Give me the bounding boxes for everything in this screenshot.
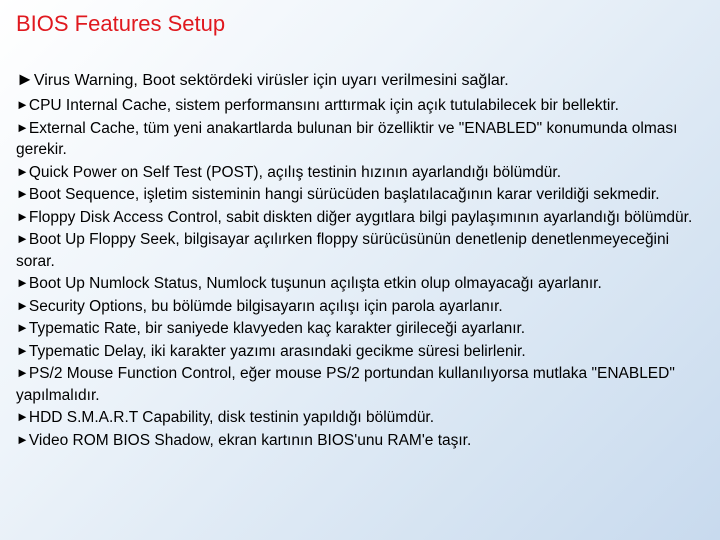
list-item [16,340,708,363]
list-item-text: Quick Power on Self Test (POST), açılış testinin hızının ayarlandığı bölümdür. [28,163,561,181]
black-right-pointer-icon: ► [16,365,29,380]
list-item-text: Typematic Rate, bir saniyede klavyeden kaç karakter girileceği ayarlanır. [28,320,526,337]
black-right-pointer-icon: ► [16,208,29,224]
black-right-pointer-icon: ► [16,97,29,112]
list-item-text: HDD S.M.A.R.T Capability, disk testinin yapıldığı bölümdür. [28,409,435,426]
list-item-text: Video ROM BIOS Shadow, ekran kartının BIOS'unu RAM'e taşır. [28,431,472,449]
slide-title: BIOS Features Setup [16,11,226,36]
list-item [16,228,708,272]
list-item-text: Virus Warning, Boot sektördeki virüsler için uyarı verilmesini sağlar. [33,72,509,89]
list-item-text: PS/2 Mouse Function Control, eğer mouse PS/2 portundan kullanılıyorsa mutlaka "ENABLED" yapılmalıdır. [16,365,675,404]
black-right-pointer-icon: ► [16,275,29,290]
black-right-pointer-icon: ► [16,186,29,201]
black-right-pointer-icon: ► [16,409,29,424]
list-item [16,206,708,229]
list-item [16,66,708,94]
list-item [16,429,708,452]
black-right-pointer-icon: ► [16,119,29,135]
list-item-text: Floppy Disk Access Control, sabit diskten diğer aygıtlara bilgi paylaşımının ayarlandığı bölümdür. [28,208,693,226]
black-right-pointer-icon: ► [16,297,29,313]
list-item-text: CPU Internal Cache, sistem performansını arttırmak için açık tutulabilecek bir bellektir. [28,97,619,114]
list-item-text: Boot Up Floppy Seek, bilgisayar açılırken floppy sürücüsünün denetlenip denetlenmeyeceğini sorar. [16,231,670,270]
list-item-text: Boot Up Numlock Status, Numlock tuşunun açılışta etkin olup olmayacağı ayarlanır. [28,275,602,292]
bullet-list [16,66,708,451]
list-item [16,317,708,340]
list-item-text: External Cache, tüm yeni anakartlarda bulunan bir özelliktir ve "ENABLED" konumunda olması gerekir. [16,119,678,158]
black-right-pointer-icon: ► [16,320,29,335]
list-item-text: Typematic Delay, iki karakter yazımı arasındaki gecikme süresi belirlenir. [28,342,526,360]
list-item [16,183,708,206]
list-item [16,94,708,117]
black-right-pointer-icon: ► [16,69,34,89]
list-item [16,161,708,184]
black-right-pointer-icon: ► [16,163,29,179]
list-item [16,117,708,161]
list-item [16,406,708,429]
list-item [16,295,708,318]
list-item [16,362,708,406]
black-right-pointer-icon: ► [16,431,29,447]
list-item-text: Security Options, bu bölümde bilgisayarın açılışı için parola ayarlanır. [28,297,503,315]
list-item-text: Boot Sequence, işletim sisteminin hangi sürücüden başlatılacağının karar verildiği sekmedir. [28,186,660,203]
list-item [16,272,708,295]
black-right-pointer-icon: ► [16,231,29,246]
black-right-pointer-icon: ► [16,342,29,358]
